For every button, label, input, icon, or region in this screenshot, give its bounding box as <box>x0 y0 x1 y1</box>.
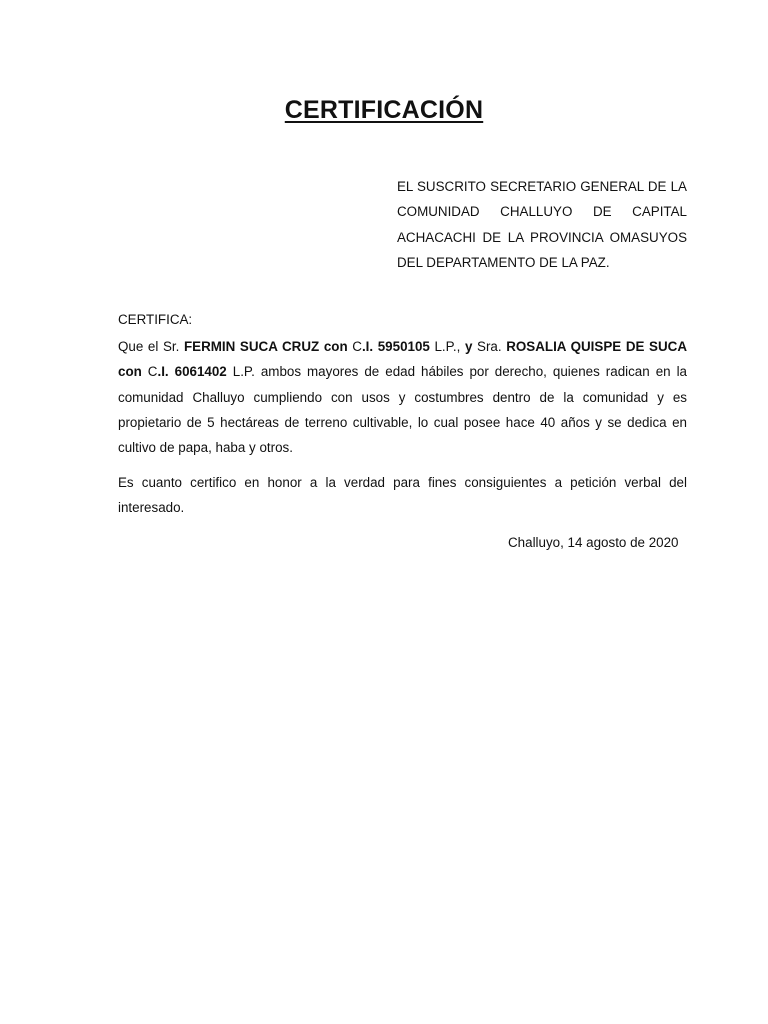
body-text: L.P., <box>429 339 465 354</box>
body-text: Sra. <box>472 339 507 354</box>
conjunction: y <box>464 339 473 354</box>
body-text: C <box>352 339 362 354</box>
holder-name-1: FERMIN SUCA CRUZ con <box>183 339 353 354</box>
id-number-1: .I. 5950105 <box>361 339 430 354</box>
body-text: C <box>147 364 158 380</box>
body-text: L.P. ambos mayores de edad hábiles por derecho, quienes radican en la comunidad Challuyo cumpliendo con usos y costumbres dentro de la comunidad y es propietario de 5 hectáreas de terreno cultivable, lo cual posee hace 40 años y se dedica en cultivo de papa, haba y otros. <box>118 364 688 456</box>
document-title: CERTIFICACIÓN <box>284 96 484 124</box>
place-and-date: Challuyo, 14 agosto de 2020 <box>508 535 679 550</box>
issuer-block: EL SUSCRITO SECRETARIO GENERAL DE LA COMUNIDAD CHALLUYO DE CAPITAL ACHACACHI DE LA PROVINCIA OMASUYOS DEL DEPARTAMENTO DE LA PAZ. <box>397 179 687 270</box>
holder-name-2: ROSALIA QUISPE DE SUCA con <box>118 339 687 380</box>
certification-body <box>118 334 687 460</box>
closing-statement: Es cuanto certifico en honor a la verdad para fines consiguientes a petición verbal del interesado. <box>118 475 687 516</box>
certifica-label: CERTIFICA: <box>118 312 193 327</box>
body-text: Que el Sr. <box>118 339 184 354</box>
id-number-2: .I. 6061402 <box>157 364 227 380</box>
